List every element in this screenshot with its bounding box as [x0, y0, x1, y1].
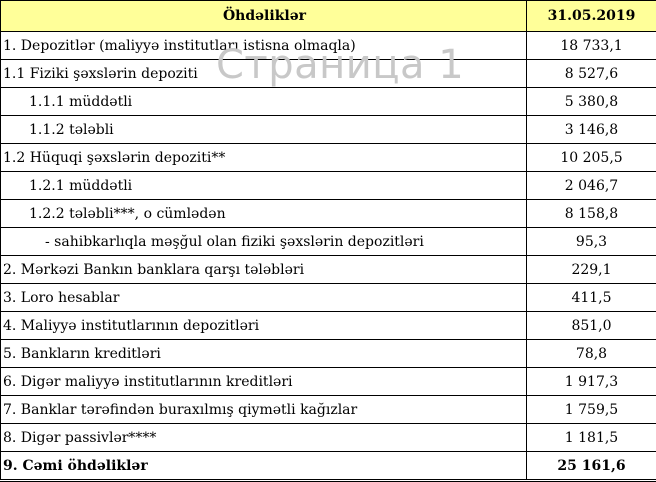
- row-value: 10 205,5: [527, 144, 656, 172]
- row-value: 229,1: [527, 256, 656, 284]
- row-label: 2. Mərkəzi Bankın banklara qarşı tələbləri: [1, 256, 527, 284]
- row-label: 5. Bankların kreditləri: [1, 340, 527, 368]
- table-row: [1, 312, 656, 340]
- row-value: 8 158,8: [527, 200, 656, 228]
- table-row: [1, 144, 656, 172]
- page-watermark: Страница 1: [216, 42, 464, 88]
- row-value: 2 046,7: [527, 172, 656, 200]
- row-label: 1.2 Hüquqi şəxslərin depoziti**: [1, 144, 527, 172]
- table-row: [1, 396, 656, 424]
- row-value: 1 917,3: [527, 368, 656, 396]
- row-label: 1. Depozitlər (maliyyə institutları istisna olmaqla): [1, 32, 527, 60]
- row-value: 8 527,6: [527, 60, 656, 88]
- table-row: [1, 116, 656, 144]
- row-label: - sahibkarlıqla məşğul olan fiziki şəxslərin depozitləri: [1, 228, 527, 256]
- table-row: [1, 284, 656, 312]
- table-row: [1, 368, 656, 396]
- row-label: 1.1 Fiziki şəxslərin depoziti: [1, 60, 527, 88]
- row-label: 4. Maliyyə institutlarının depozitləri: [1, 312, 527, 340]
- total-value: 25 161,6: [527, 452, 656, 481]
- table-row: [1, 172, 656, 200]
- row-label: 1.1.2 tələbli: [1, 116, 527, 144]
- row-value: 78,8: [527, 340, 656, 368]
- row-label: 1.1.1 müddətli: [1, 88, 527, 116]
- row-value: 1 181,5: [527, 424, 656, 452]
- row-label: 6. Digər maliyyə institutlarının kreditləri: [1, 368, 527, 396]
- row-value: 95,3: [527, 228, 656, 256]
- row-label: 1.2.1 müddətli: [1, 172, 527, 200]
- row-label: 7. Banklar tərəfindən buraxılmış qiymətli kağızlar: [1, 396, 527, 424]
- table-row: [1, 256, 656, 284]
- row-value: 5 380,8: [527, 88, 656, 116]
- table-row: [1, 60, 656, 88]
- header-liabilities: Öhdəliklər: [1, 1, 527, 32]
- row-label: 3. Loro hesablar: [1, 284, 527, 312]
- table-row: [1, 32, 656, 60]
- table-row: [1, 200, 656, 228]
- row-label: 1.2.2 tələbli***, o cümlədən: [1, 200, 527, 228]
- total-label: 9. Cəmi öhdəliklər: [1, 452, 527, 481]
- row-value: 411,5: [527, 284, 656, 312]
- row-label: 8. Digər passivlər****: [1, 424, 527, 452]
- row-value: 18 733,1: [527, 32, 656, 60]
- table-row: [1, 340, 656, 368]
- table-header-row: [1, 1, 656, 32]
- table-row: [1, 88, 656, 116]
- row-value: 3 146,8: [527, 116, 656, 144]
- total-row: [1, 452, 656, 481]
- row-value: 1 759,5: [527, 396, 656, 424]
- header-date: 31.05.2019: [527, 1, 656, 32]
- table-row: [1, 228, 656, 256]
- row-value: 851,0: [527, 312, 656, 340]
- table-row: [1, 424, 656, 452]
